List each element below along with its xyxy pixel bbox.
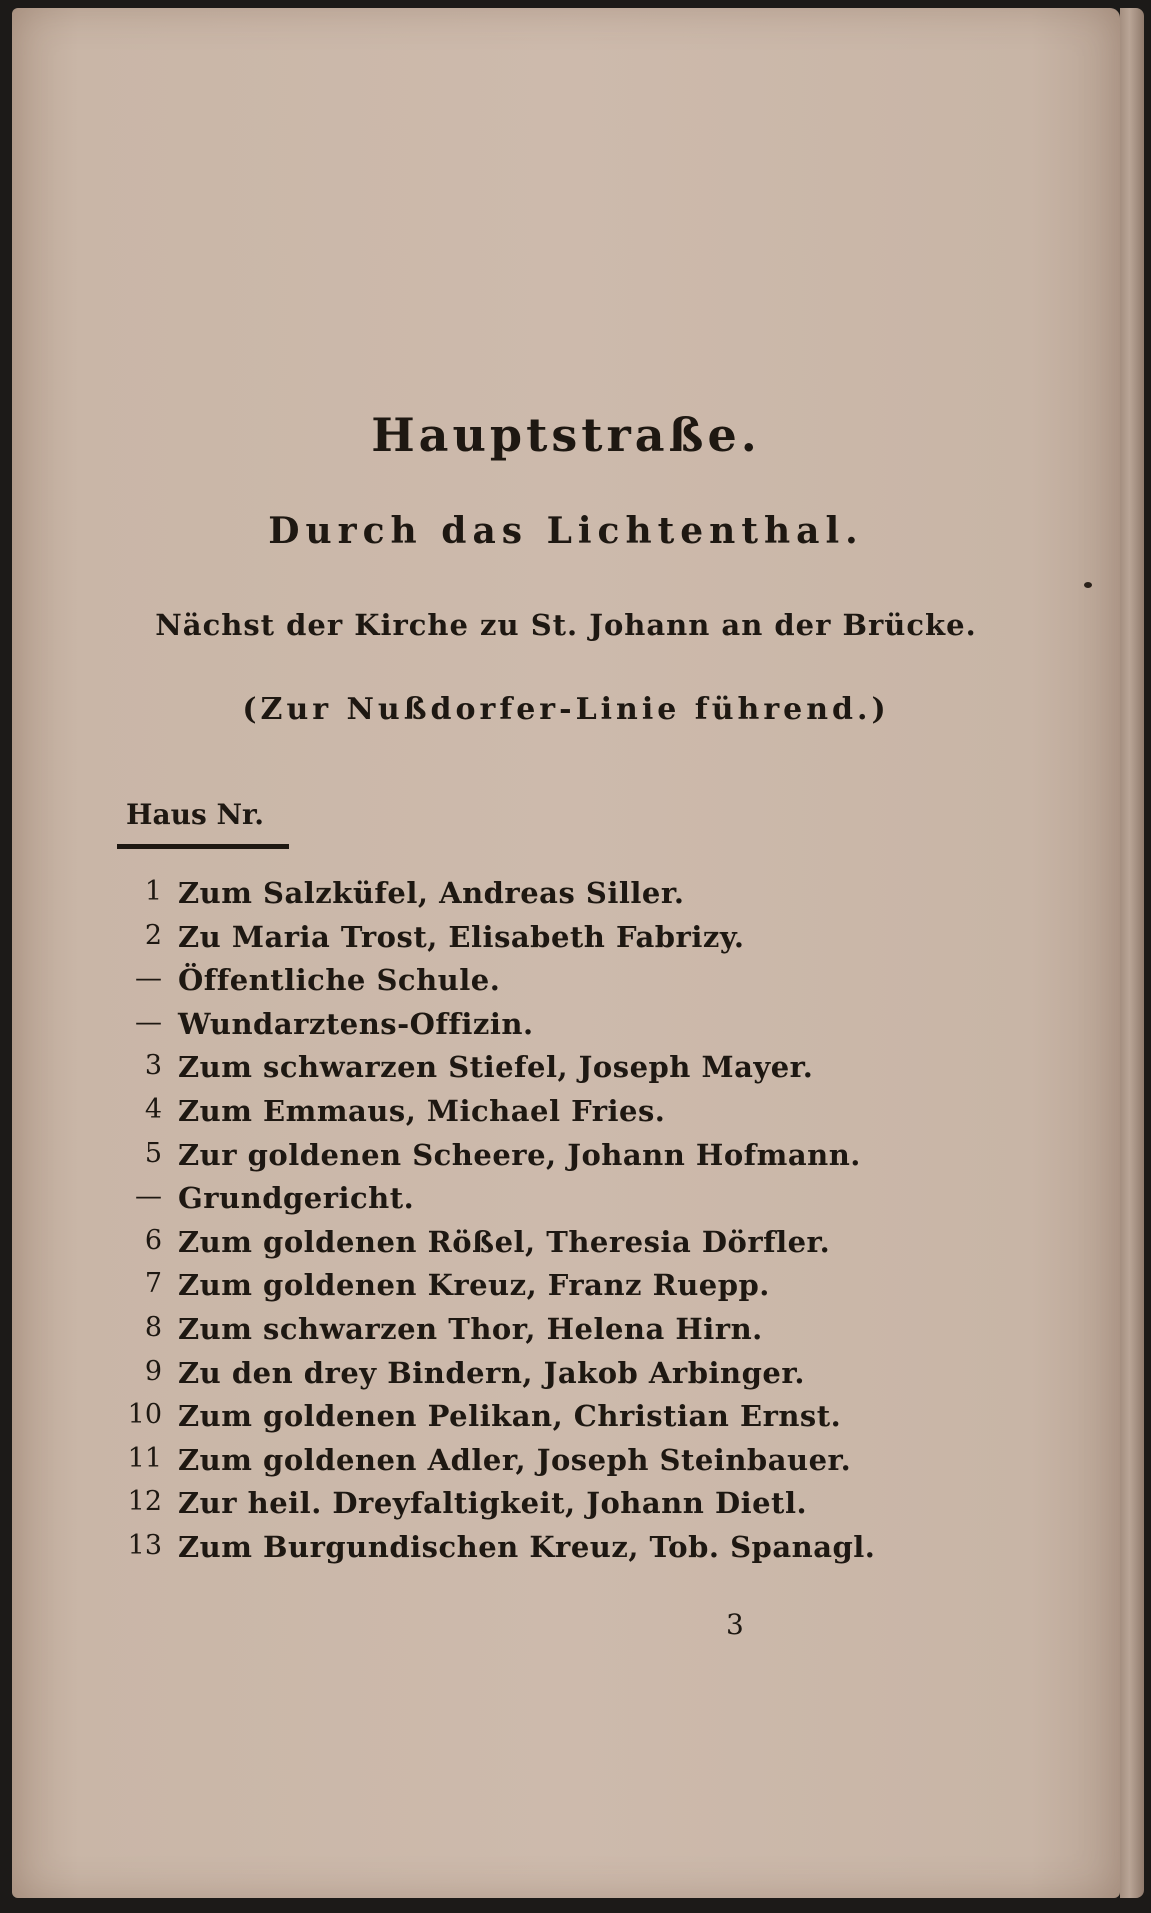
page-edge	[1120, 8, 1144, 1898]
house-number: 3	[144, 1050, 162, 1082]
house-number: 11	[127, 1442, 162, 1474]
list-item	[12, 1007, 1120, 1051]
house-number: 1	[144, 876, 162, 907]
house-entry: Zum schwarzen Stiefel, Joseph Mayer.	[178, 1050, 814, 1085]
house-number: 10	[127, 1399, 162, 1431]
house-number: —	[135, 963, 162, 995]
house-list	[12, 876, 1120, 1574]
house-entry: Zur goldenen Scheere, Johann Hofmann.	[178, 1137, 861, 1172]
house-entry: Zum Burgundischen Kreuz, Tob. Spanagl.	[178, 1529, 876, 1564]
page-subtitle: Durch das Lichtenthal.	[268, 510, 864, 552]
list-item	[12, 1094, 1120, 1138]
list-item	[12, 876, 1120, 920]
house-number: 5	[144, 1137, 162, 1169]
house-entry: Zur heil. Dreyfaltigkeit, Johann Dietl.	[178, 1486, 808, 1521]
list-item	[12, 1486, 1120, 1530]
ink-speck	[1084, 582, 1092, 588]
house-entry: Zum goldenen Rößel, Theresia Dörfler.	[178, 1224, 831, 1259]
header-rule	[117, 844, 289, 849]
house-number: 13	[127, 1529, 162, 1561]
house-entry: Zum schwarzen Thor, Helena Hirn.	[178, 1311, 763, 1346]
list-item	[12, 1268, 1120, 1312]
house-entry: Zum goldenen Kreuz, Franz Ruepp.	[178, 1268, 770, 1303]
page-title: Hauptstraße.	[371, 408, 761, 462]
book-page	[12, 8, 1120, 1898]
list-item	[12, 1312, 1120, 1356]
house-number: 6	[144, 1224, 162, 1256]
location-line: Nächst der Kirche zu St. Johann an der Brücke.	[155, 608, 977, 642]
house-number: 4	[144, 1093, 162, 1125]
list-item	[12, 1225, 1120, 1269]
house-entry: Zum goldenen Adler, Joseph Steinbauer.	[178, 1442, 852, 1477]
list-item	[12, 1399, 1120, 1443]
house-number: 9	[144, 1355, 162, 1387]
list-item	[12, 1181, 1120, 1225]
house-number: —	[135, 1006, 162, 1038]
list-item	[12, 1050, 1120, 1094]
house-number: 7	[144, 1268, 162, 1300]
list-item	[12, 1443, 1120, 1487]
list-item	[12, 1138, 1120, 1182]
house-number: 12	[127, 1486, 162, 1518]
house-number: —	[135, 1181, 162, 1213]
direction-line: (Zur Nußdorfer-Linie führend.)	[242, 692, 890, 727]
house-entry: Öffentliche Schule.	[178, 963, 501, 998]
house-entry: Grundgericht.	[178, 1181, 415, 1216]
house-number: 2	[144, 919, 162, 951]
list-item	[12, 1356, 1120, 1400]
list-item	[12, 963, 1120, 1007]
house-entry: Zum Emmaus, Michael Fries.	[178, 1093, 666, 1128]
house-entry: Wundarztens-Offizin.	[178, 1006, 534, 1041]
house-entry: Zum goldenen Pelikan, Christian Ernst.	[178, 1399, 842, 1434]
house-number: 8	[144, 1311, 162, 1343]
list-item	[12, 1530, 1120, 1574]
house-entry: Zu Maria Trost, Elisabeth Fabrizy.	[178, 919, 745, 954]
column-header: Haus Nr.	[126, 798, 264, 831]
page-number: 3	[726, 1608, 744, 1641]
house-entry: Zu den drey Bindern, Jakob Arbinger.	[178, 1355, 806, 1390]
list-item	[12, 920, 1120, 964]
house-entry: Zum Salzküfel, Andreas Siller.	[178, 876, 685, 910]
